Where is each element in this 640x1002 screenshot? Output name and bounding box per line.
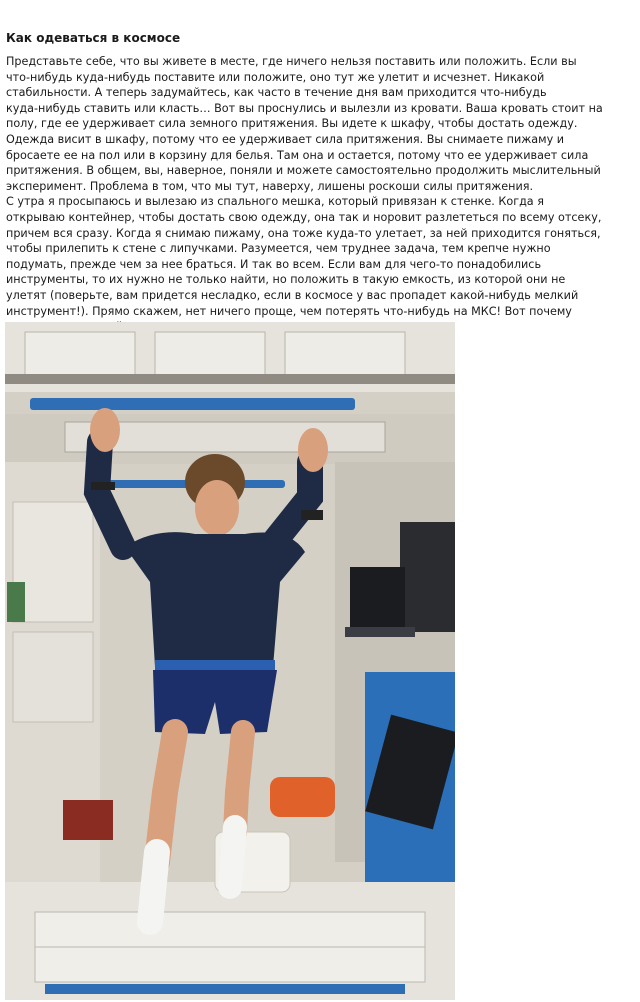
- astronaut-photo: [5, 322, 455, 1000]
- left-sock: [150, 852, 157, 922]
- body-line: Одежда висит в шкафу, потому что ее удерживает сила притяжения. Вы снимаете пижаму и: [6, 132, 565, 146]
- body-line: что-нибудь куда-нибудь поставите или положите, оно тут же улетит и исчезнет. Никакой: [6, 70, 545, 84]
- blue-handrail: [30, 398, 355, 410]
- body-line: подумать, прежде чем за нее браться. И так во всем. Если вам для чего-то понадобились: [6, 257, 542, 271]
- article-title: Как одеваться в космосе: [6, 31, 181, 45]
- body-line: Представьте себе, что вы живете в месте, где ничего нельзя поставить или положить. Если вы: [6, 55, 577, 68]
- article-body: [6, 54, 636, 335]
- body-line: открываю контейнер, чтобы достать свою одежду, она так и норовит разлететься по всему отсеку,: [6, 210, 602, 224]
- body-line: инструмент!). Прямо скажем, нет ничего проще, чем потерять что-нибудь на МКС! Вот почему: [6, 304, 572, 318]
- body-line: улетят (поверьте, вам придется несладко, если в космосе у вас пропадет какой-нибудь мелкий: [6, 288, 579, 302]
- right-hand: [298, 428, 328, 472]
- body-line: притяжения. В общем, вы, наверное, поняли и можете самостоятельно продолжить мыслительный: [6, 164, 601, 178]
- body-line: куда-нибудь ставить или класть… Вот вы проснулись и вылезли из кровати. Ваша кровать стоит на: [6, 101, 603, 115]
- body-line: причем вся сразу. Когда я снимаю пижаму, она тоже куда-то улетает, за ней приходится гоняться,: [6, 226, 601, 240]
- body-line: чтобы прилепить к стене с липучками. Разумеется, чем труднее задача, тем крепче нужно: [6, 242, 551, 256]
- face: [195, 480, 239, 536]
- body-line: стабильности. А теперь задумайтесь, как часто в течение дня вам приходится что-нибудь: [6, 86, 547, 100]
- orange-bag: [270, 777, 335, 817]
- laptop: [350, 567, 405, 627]
- body-line: С утра я просыпаюсь и вылезаю из спального мешка, который привязан к стенке. Когда я: [6, 195, 544, 209]
- body-line: бросаете ее на пол или в корзину для белья. Там она и остается, потому что ее удерживает сила: [6, 148, 589, 162]
- body-line: эксперимент. Проблема в том, что мы тут, наверху, лишены роскоши силы притяжения.: [6, 179, 534, 193]
- right-sock: [230, 827, 235, 887]
- red-box: [63, 800, 113, 840]
- body-line: полу, где ее удерживает сила земного притяжения. Вы идете к шкафу, чтобы достать одежду.: [6, 117, 578, 131]
- body-line: инструменты, то их нужно не только найти, но положить в такую емкость, из которой они не: [6, 273, 566, 287]
- left-hand: [90, 408, 120, 452]
